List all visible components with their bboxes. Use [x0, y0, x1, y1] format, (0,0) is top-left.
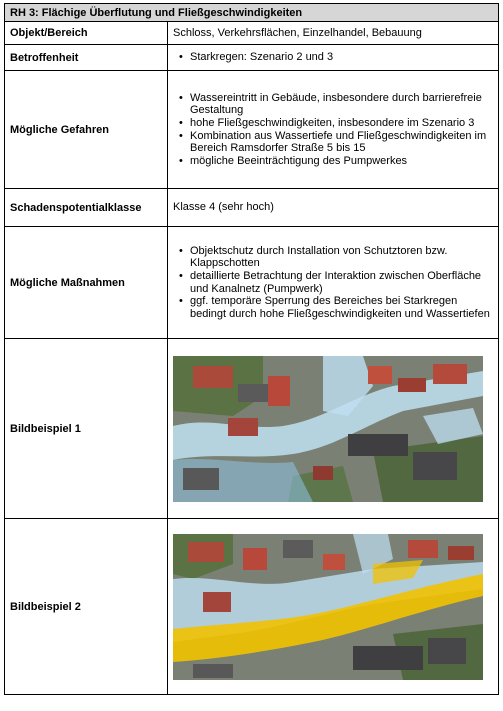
risk-table [4, 3, 499, 695]
row-betroffenheit [5, 45, 499, 71]
list-item: • Wassereintritt in Gebäude, insbesondere durch barrierefreie Gestaltung [190, 92, 493, 117]
gefahren-cell [168, 71, 499, 189]
bild1-cell [168, 339, 499, 519]
gefahren-label: Mögliche Gefahren [5, 71, 168, 189]
massnahmen-label: Mögliche Maßnahmen [5, 227, 168, 339]
objekt-label: Objekt/Bereich [5, 22, 168, 45]
row-massnahmen [5, 227, 499, 339]
table-title-row [5, 4, 499, 22]
bild2-cell [168, 519, 499, 695]
list-item: • ggf. temporäre Sperrung des Bereiches bei Starkregen bedingt durch hohe Fließgeschwindigkeiten und Wassertiefen [190, 295, 493, 320]
aerial-map-image-2 [173, 534, 483, 680]
massnahmen-cell [168, 227, 499, 339]
list-item: • detaillierte Betrachtung der Interaktion zwischen Oberfläche und Kanalnetz (Pumpwerk) [190, 270, 493, 295]
table-title: RH 3: Flächige Überflutung und Fließgeschwindigkeiten [5, 4, 499, 22]
betroffenheit-list [173, 51, 493, 64]
betroffenheit-label: Betroffenheit [5, 45, 168, 71]
bild2-label: Bildbeispiel 2 [5, 519, 168, 695]
row-bild1 [5, 339, 499, 519]
row-bild2 [5, 519, 499, 695]
gefahren-list [173, 92, 493, 168]
schaden-value: Klasse 4 (sehr hoch) [168, 189, 499, 227]
list-item: • Objektschutz durch Installation von Schutztoren bzw. Klappschotten [190, 245, 493, 270]
aerial-map-image-1 [173, 356, 483, 502]
row-schaden [5, 189, 499, 227]
schaden-label: Schadenspotentialklasse [5, 189, 168, 227]
bild1-label: Bildbeispiel 1 [5, 339, 168, 519]
betroffenheit-cell [168, 45, 499, 71]
row-gefahren [5, 71, 499, 189]
massnahmen-list [173, 245, 493, 321]
list-item: • mögliche Beeinträchtigung des Pumpwerkes [190, 155, 493, 168]
list-item: • Kombination aus Wassertiefe und Fließgeschwindigkeiten im Bereich Ramsdorfer Straße 5 bis 15 [190, 130, 493, 155]
list-item: • Starkregen: Szenario 2 und 3 [190, 51, 493, 64]
list-item: • hohe Fließgeschwindigkeiten, insbesondere im Szenario 3 [190, 117, 493, 130]
objekt-value: Schloss, Verkehrsflächen, Einzelhandel, Bebauung [168, 22, 499, 45]
row-objekt [5, 22, 499, 45]
